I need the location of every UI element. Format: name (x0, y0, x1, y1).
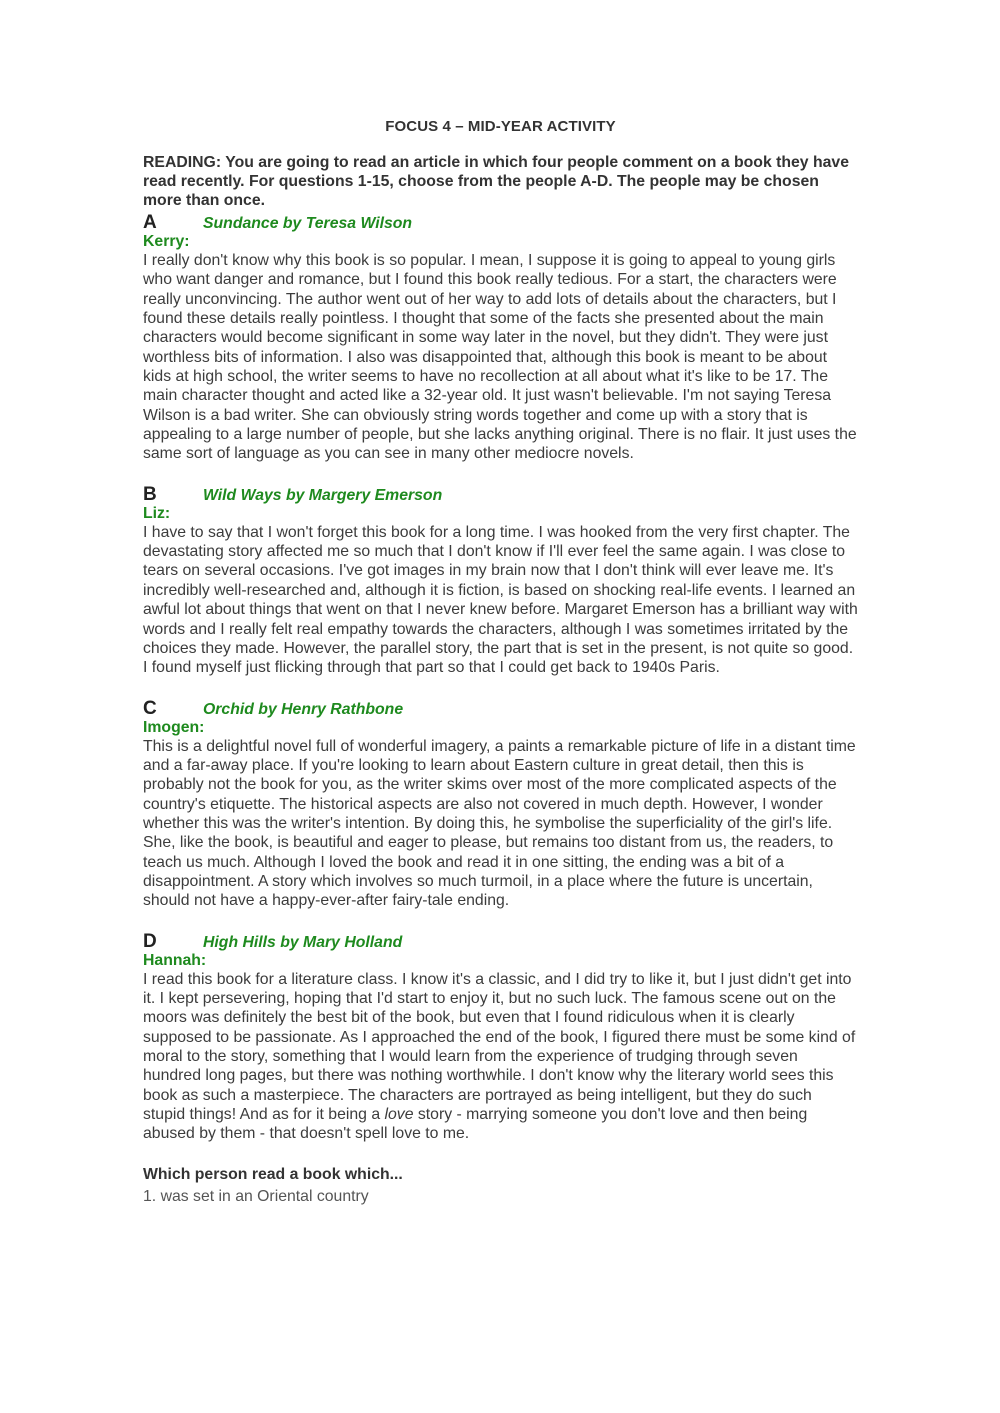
section-a (143, 212, 858, 464)
section-b (143, 484, 858, 678)
section-header (143, 212, 858, 232)
section-c (143, 698, 858, 911)
review-text: I have to say that I won't forget this book for a long time. I was hooked from the very first chapter. The devastating story affected me so much that I don't know if I'll ever feel the same again. I was close to tears on several occasions. I've got images in my brain now that I don't think will ever leave me. It's incredibly well-researched and, although it is fiction, is based on shocking real-life events. I learned an awful lot about things that went on that I never knew before. Margaret Emerson has a brilliant way with words and I really felt real empathy towards the characters, although I was sometimes irritated by the choices they made. However, the parallel story, the part that is set in the present, is not quite so good. I found myself just flicking through that part so that I could get back to 1940s Paris. (143, 523, 858, 677)
book-title: Orchid by Henry Rathbone (203, 700, 404, 718)
book-title: Wild Ways by Margery Emerson (203, 486, 443, 504)
reviewer-name: Imogen: (143, 718, 205, 736)
reviewer-name: Kerry: (143, 233, 190, 250)
reviewer-name: Liz: (143, 504, 171, 522)
section-letter: D (143, 930, 157, 952)
review-text: This is a delightful novel full of wonderful imagery, a paints a remarkable picture of life in a distant time and a far-away place. If you're looking to learn about Eastern culture in great detail, then this is probably not the book for you, as the writer skims over most of the more complicated aspects of the country's etiquette. The historical aspects are also not covered in much depth. However, I wonder whether this was the writer's intention. By doing this, he symbolise the superficiality of the girl's life. She, like the book, is beautiful and eager to please, but remains too distant from us, the readers, to teach us much. Although I loved the book and read it in one sitting, the ending was a bit of a disappointment. A story which involves so much turmoil, in a place where the future is uncertain, should not have a happy-ever-after fairy-tale ending. (143, 737, 856, 910)
section-header (143, 698, 858, 718)
section-letter: B (143, 483, 157, 505)
questions-heading: Which person read a book which... (143, 1165, 403, 1183)
question-item: 1. was set in an Oriental country (143, 1187, 369, 1205)
page-title: FOCUS 4 – MID-YEAR ACTIVITY (385, 118, 616, 135)
section-letter: A (143, 212, 157, 233)
section-d (143, 931, 858, 1144)
reviewer-name: Hannah: (143, 951, 207, 969)
section-letter: C (143, 697, 157, 719)
section-header (143, 484, 858, 504)
section-header (143, 931, 858, 951)
book-title: Sundance by Teresa Wilson (203, 215, 413, 232)
review-text-part: story - marrying someone you don't love and then being abused by them - that doesn't spell love to me. (143, 1106, 808, 1143)
review-text-italic: love (384, 1106, 414, 1124)
review-text: I really don't know why this book is so popular. I mean, I suppose it is going to appeal to young girls who want danger and romance, but I found this book really tedious. For a start, the characters were really unconvincing. The author went out of her way to add lots of details about the characters, but I found these details really pointless. I thought that some of the facts she presented about the main characters would become significant in some way later in the novel, but they didn't. They were just worthless bits of information. I also was disappointed that, although this book is meant to be about kids at high school, the writer seems to have no recollection at all about what it's like to be 17. The main character thought and acted like a 32-year old. It just wasn't believable. I'm not saying Teresa Wilson is a bad writer. She can obviously string words together and come up with a story that is appealing to a large number of people, but she lacks anything original. There is no flair. It just uses the same sort of language as you can see in many other mediocre novels. (143, 252, 857, 463)
instructions: READING: You are going to read an article in which four people comment on a book they have read recently. For questions 1-15, choose from the people A-D. The people may be chosen more than once. (143, 154, 849, 209)
document-page (143, 118, 858, 1208)
book-title: High Hills by Mary Holland (203, 933, 403, 951)
review-text-part: I read this book for a literature class. I know it's a classic, and I did try to like it, but I just didn't get into it. I kept persevering, hoping that I'd start to enjoy it, but no such luck. The famous scene out on the moors was definitely the best bit of the book, but even that I found ridiculous when it is clearly supposed to be passionate. As I approached the end of the book, I figured there must be some kind of moral to the story, something that I would learn from the experience of trudging through seven hundred long pages, but there was nothing worthwhile. I don't know why the literary world sees this book as such a masterpiece. The characters are portrayed as being intelligent, but they do such stupid things! And as for it being a (143, 970, 856, 1124)
review-text (143, 970, 858, 1144)
